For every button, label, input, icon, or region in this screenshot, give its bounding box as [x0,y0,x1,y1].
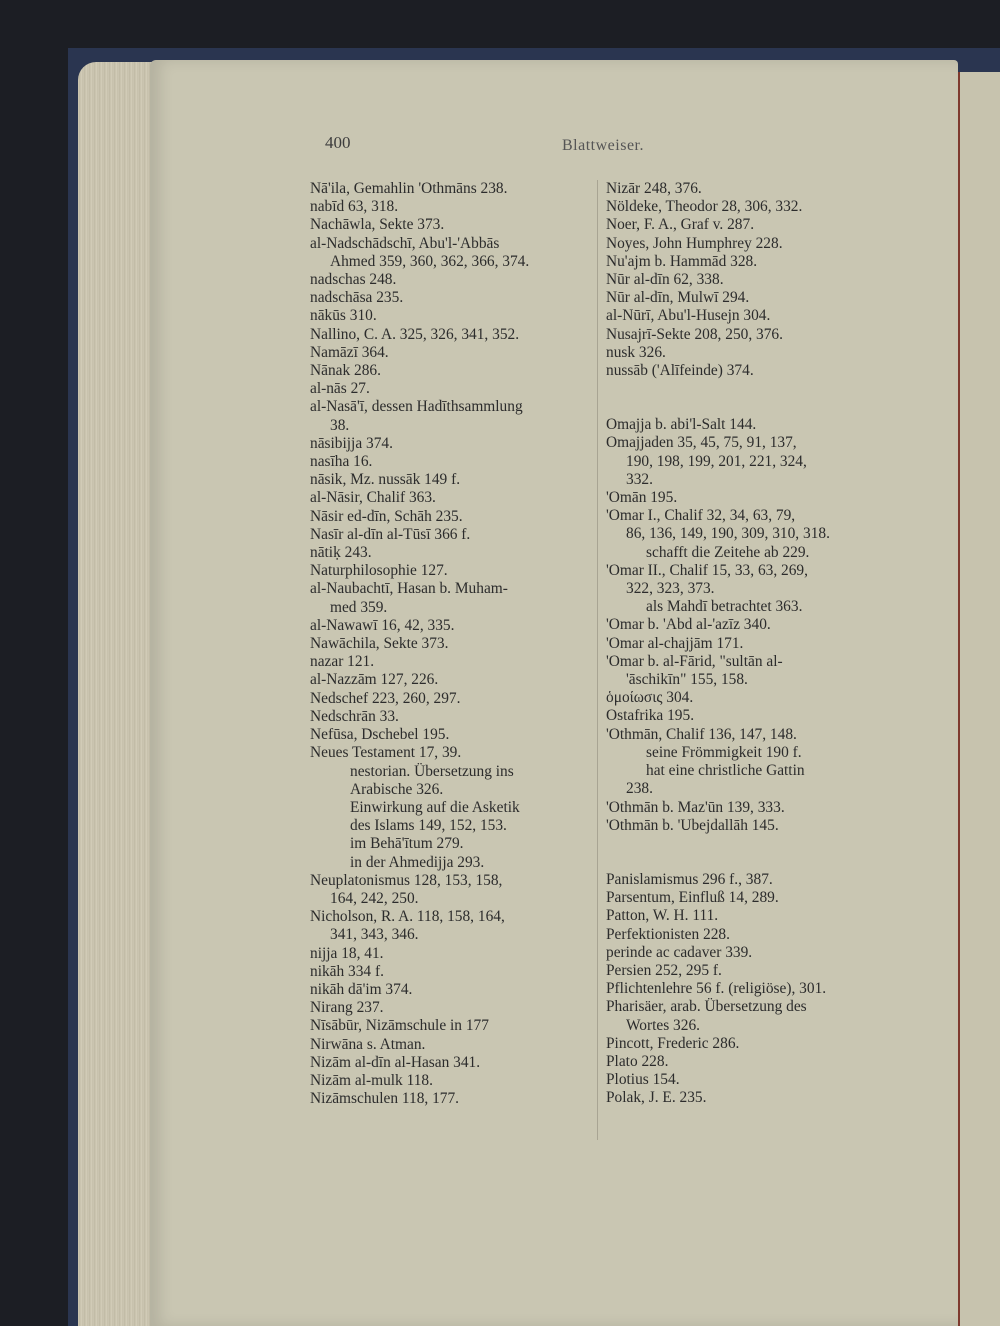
index-entry: al-Nūrī, Abu'l-Husejn 304. [606,307,771,325]
index-entry: Omajjaden 35, 45, 75, 91, 137, [606,434,797,452]
index-column-left [310,180,598,1108]
index-entry: Pincott, Frederic 286. [606,1034,740,1052]
index-entry: Nāsir ed-dīn, Schāh 235. [310,507,463,525]
index-entry: im Behā'ītum 279. [350,835,464,853]
index-entry: hat eine christliche Gattin [646,762,805,780]
index-entry: 238. [626,780,653,798]
index-entry: Nöldeke, Theodor 28, 306, 332. [606,198,803,216]
index-entry: Nedschrān 33. [310,707,399,725]
index-entry: 'Omān 195. [606,489,678,507]
index-entry: nabīd 63, 318. [310,198,399,216]
index-entry: Polak, J. E. 235. [606,1089,707,1107]
index-entry: Nānak 286. [310,362,381,380]
index-entry: Nasīr al-dīn al-Tūsī 366 f. [310,525,471,543]
index-entry: nasīha 16. [310,453,373,471]
index-entry: Ostafrika 195. [606,707,695,725]
index-entry: Nūr al-dīn, Mulwī 294. [606,289,750,307]
index-entry: 38. [330,416,350,434]
index-entry: 'Omar II., Chalif 15, 33, 63, 269, [606,561,808,579]
index-entry: Nusajrī-Sekte 208, 250, 376. [606,325,783,343]
index-entry: nadschas 248. [310,271,397,289]
index-entry: al-Naubachtī, Hasan b. Muham- [310,580,508,598]
index-entry: Neuplatonismus 128, 153, 158, [310,871,503,889]
index-entry: al-Nawawī 16, 42, 335. [310,616,455,634]
index-entry: 'Omar b. al-Fārid, "sultān al- [606,652,783,670]
index-entry: al-Nāsir, Chalif 363. [310,489,436,507]
index-entry: ὁμοίωσις 304. [606,689,694,707]
index-entry: Pflichtenlehre 56 f. (religiöse), 301. [606,980,827,998]
index-entry: Arabische 326. [350,780,444,798]
index-entry: al-Nadschādschī, Abu'l-'Abbās [310,234,500,252]
index-entry: nazar 121. [310,653,375,671]
index-entry: al-nās 27. [310,380,370,398]
index-entry: seine Frömmigkeit 190 f. [646,743,802,761]
index-entry: Patton, W. H. 111. [606,907,719,925]
index-entry: perinde ac cadaver 339. [606,943,753,961]
right-page-edge [958,72,1000,1326]
index-entry: nātiḳ 243. [310,544,372,562]
index-entry: nākūs 310. [310,307,377,325]
index-entry: Namāzī 364. [310,343,389,361]
index-entry: 190, 198, 199, 201, 221, 324, [626,452,807,470]
index-entry: 332. [626,470,653,488]
running-title: Blattweiser. [562,137,644,154]
index-entry: Naturphilosophie 127. [310,562,448,580]
index-entry: Nizām al-mulk 118. [310,1071,433,1089]
index-entry: Nedschef 223, 260, 297. [310,689,461,707]
index-entry: Nu'ajm b. Hammād 328. [606,252,758,270]
index-entry: Plotius 154. [606,1071,680,1089]
index-entry: Nīsābūr, Nizāmschule in 177 [310,1017,489,1035]
index-entry: 'Omar b. 'Abd al-'azīz 340. [606,616,771,634]
index-entry: Persien 252, 295 f. [606,961,722,979]
index-entry: nikāh 334 f. [310,962,384,980]
index-entry: 86, 136, 149, 190, 309, 310, 318. [626,525,830,543]
index-entry: in der Ahmedijja 293. [350,853,485,871]
index-entry: al-Nasā'ī, dessen Hadīthsammlung [310,398,523,416]
index-entry: nijja 18, 41. [310,944,384,962]
index-entry: 'Omar I., Chalif 32, 34, 63, 79, [606,507,796,525]
index-entry: 'Othmān b. Maz'ūn 139, 333. [606,798,785,816]
index-entry: nāsik, Mz. nussāk 149 f. [310,471,461,489]
index-entry: Perfektionisten 228. [606,925,730,943]
index-entry: Plato 228. [606,1052,669,1070]
index-entry: des Islams 149, 152, 153. [350,817,507,835]
index-entry: Neues Testament 17, 39. [310,744,462,762]
index-entry: med 359. [330,598,388,616]
index-entry: nikāh dā'im 374. [310,980,413,998]
index-entry: Noyes, John Humphrey 228. [606,234,783,252]
index-entry: 'āschikīn" 155, 158. [626,671,748,689]
index-entry: Einwirkung auf die Asketik [350,798,520,816]
index-entry: Nicholson, R. A. 118, 158, 164, [310,908,505,926]
index-column-right [606,180,896,1108]
index-entry: Wortes 326. [626,1016,700,1034]
page-number: 400 [325,133,351,152]
index-entry: Nawāchila, Sekte 373. [310,635,449,653]
index-entry: Pharisäer, arab. Übersetzung des [606,998,807,1016]
index-entry: nāsibijja 374. [310,434,393,452]
index-entry: schafft die Zeitehe ab 229. [646,543,810,561]
index-entry: 322, 323, 373. [626,580,715,598]
index-entry: 164, 242, 250. [330,889,419,907]
index-entry: 'Othmān b. 'Ubejdallāh 145. [606,816,779,834]
index-entry: Nizām al-dīn al-Hasan 341. [310,1053,481,1071]
index-entry: nadschāsa 235. [310,289,404,307]
index-entry: Nefūsa, Dschebel 195. [310,726,450,744]
index-entry: Omajja b. abi'l-Salt 144. [606,416,757,434]
index-entry: Ahmed 359, 360, 362, 366, 374. [330,252,530,270]
index-entry: als Mahdī betrachtet 363. [646,598,803,616]
index-entry: nussāb ('Alīfeinde) 374. [606,362,754,380]
index-entry: Parsentum, Einfluß 14, 289. [606,889,779,907]
index-entry: Nizār 248, 376. [606,180,702,197]
index-entry: nestorian. Übersetzung ins [350,762,514,780]
index-entry: Nūr al-dīn 62, 338. [606,271,724,289]
index-entry: Nā'ila, Gemahlin 'Othmāns 238. [310,180,508,197]
index-entry: 'Othmān, Chalif 136, 147, 148. [606,725,797,743]
index-entry: Nizāmschulen 118, 177. [310,1090,460,1108]
index-entry: Nachāwla, Sekte 373. [310,216,445,234]
index-entry: Panislamismus 296 f., 387. [606,870,773,888]
index-entry: Nallino, C. A. 325, 326, 341, 352. [310,325,520,343]
index-entry: nusk 326. [606,343,666,361]
index-entry: 341, 343, 346. [330,926,419,944]
index-entry: 'Omar al-chajjām 171. [606,634,744,652]
index-entry: Nirang 237. [310,999,384,1017]
index-entry: Nirwāna s. Atman. [310,1035,426,1053]
index-entry: al-Nazzām 127, 226. [310,671,439,689]
index-entry: Noer, F. A., Graf v. 287. [606,216,755,234]
